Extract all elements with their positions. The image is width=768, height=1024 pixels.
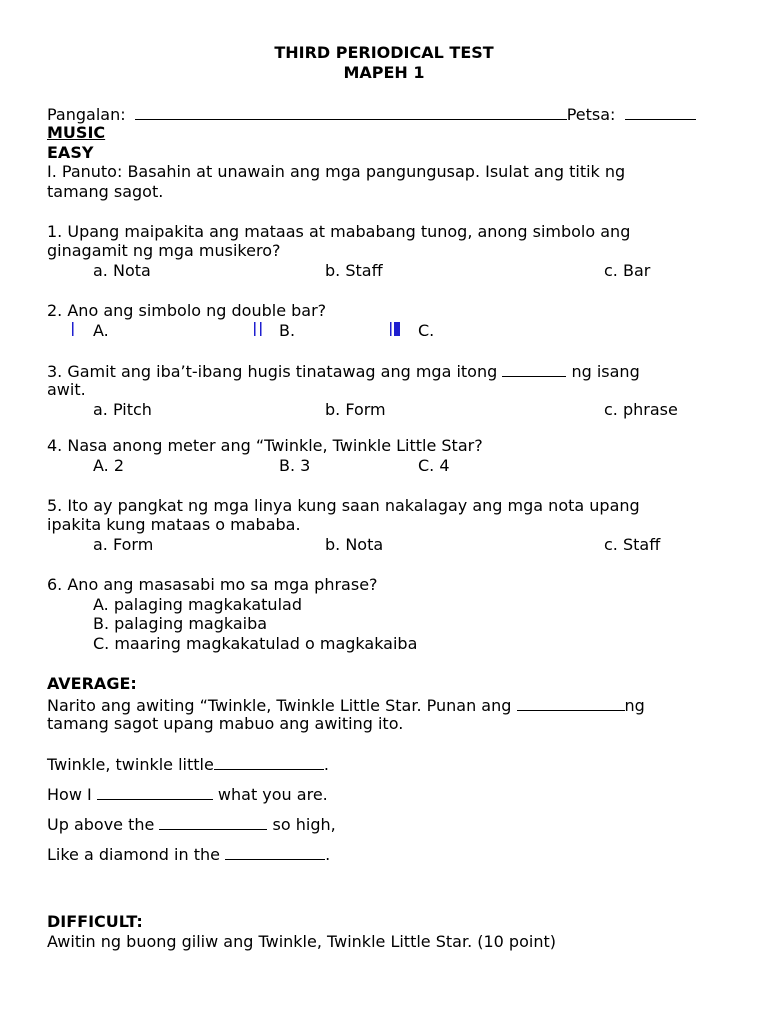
question-5-option-c: c. Staff [604,535,661,554]
lyric-4-text-a: Like a diamond in the [47,845,220,864]
average-text-a: Narito ang awiting “Twinkle, Twinkle Little Star. Punan ang [47,696,512,715]
question-3-option-c: c. phrase [604,400,678,419]
difficult-heading: DIFFICULT: [47,912,143,931]
single-bar-icon [70,322,76,336]
name-field[interactable] [135,103,567,120]
question-3-text-b: ng isang [571,362,640,381]
question-5-option-a: a. Form [93,535,154,554]
date-field[interactable] [625,103,696,120]
question-1-line-2: ginagamit ng mga musikero? [47,241,281,260]
question-2-option-a: A. [93,321,109,340]
question-6-line-1: 6. Ano ang masasabi mo sa mga phrase? [47,575,378,594]
question-1-option-a: a. Nota [93,261,151,280]
question-3-blank[interactable] [502,360,566,377]
question-1-line-1: 1. Upang maipakita ang mataas at mababang tunog, anong simbolo ang [47,222,631,241]
lyric-1-blank[interactable] [214,753,324,770]
instructions-line-2: tamang sagot. [47,182,164,201]
lyric-line-2 [47,783,328,805]
date-label: Petsa: [566,105,616,124]
lyric-2-blank[interactable] [97,783,213,800]
lyric-line-4 [47,843,330,865]
average-text-b: ng [624,696,645,715]
lyric-line-1 [47,753,329,775]
page-title: THIRD PERIODICAL TEST [274,43,494,62]
lyric-1-text-a: Twinkle, twinkle little [47,755,214,774]
double-bar-icon [252,322,264,336]
lyric-2-text-a: How I [47,785,92,804]
question-4-option-c: C. 4 [418,456,450,475]
name-label: Pangalan: [47,105,126,124]
section-music: MUSIC [47,123,106,142]
lyric-2-text-b: what you are. [217,785,328,804]
average-line-1 [47,694,645,716]
question-1-option-c: c. Bar [604,261,651,280]
lyric-4-text-b: . [325,845,331,864]
lyric-3-text-b: so high, [272,815,336,834]
average-heading: AVERAGE: [47,674,137,693]
question-6-option-c: C. maaring magkakatulad o magkakaiba [93,634,418,653]
question-5-option-b: b. Nota [325,535,384,554]
question-3-option-a: a. Pitch [93,400,152,419]
question-5-line-2: ipakita kung mataas o mababa. [47,515,301,534]
question-6-option-b: B. palaging magkaiba [93,614,268,633]
average-blank[interactable] [517,694,625,711]
question-3-text-a: 3. Gamit ang iba’t-ibang hugis tinatawag ang mga itong [47,362,498,381]
difficult-line-1: Awitin ng buong giliw ang Twinkle, Twinkle Little Star. (10 point) [47,932,556,951]
level-easy: EASY [47,143,94,162]
question-5-line-1: 5. Ito ay pangkat ng mga linya kung saan nakalagay ang mga nota upang [47,496,640,515]
lyric-1-text-b: . [323,755,329,774]
question-3-line-2: awit. [47,380,86,399]
question-4-option-b: B. 3 [279,456,311,475]
question-6-option-a: A. palaging magkakatulad [93,595,302,614]
lyric-4-blank[interactable] [225,843,325,860]
question-2-option-c: C. [418,321,435,340]
lyric-line-3 [47,813,336,835]
final-double-bar-icon [389,322,403,336]
question-4-option-a: A. 2 [93,456,125,475]
question-4-line-1: 4. Nasa anong meter ang “Twinkle, Twinkle Little Star? [47,436,483,455]
lyric-3-blank[interactable] [159,813,267,830]
question-2-option-b: B. [279,321,296,340]
lyric-3-text-a: Up above the [47,815,155,834]
question-2-line-1: 2. Ano ang simbolo ng double bar? [47,301,327,320]
question-3-line-1 [47,360,640,382]
name-date-line [47,103,696,125]
instructions-line-1: I. Panuto: Basahin at unawain ang mga pangungusap. Isulat ang titik ng [47,162,626,181]
question-1-option-b: b. Staff [325,261,383,280]
page-subtitle: MAPEH 1 [343,63,425,82]
average-line-2: tamang sagot upang mabuo ang awiting ito. [47,714,404,733]
question-3-option-b: b. Form [325,400,386,419]
